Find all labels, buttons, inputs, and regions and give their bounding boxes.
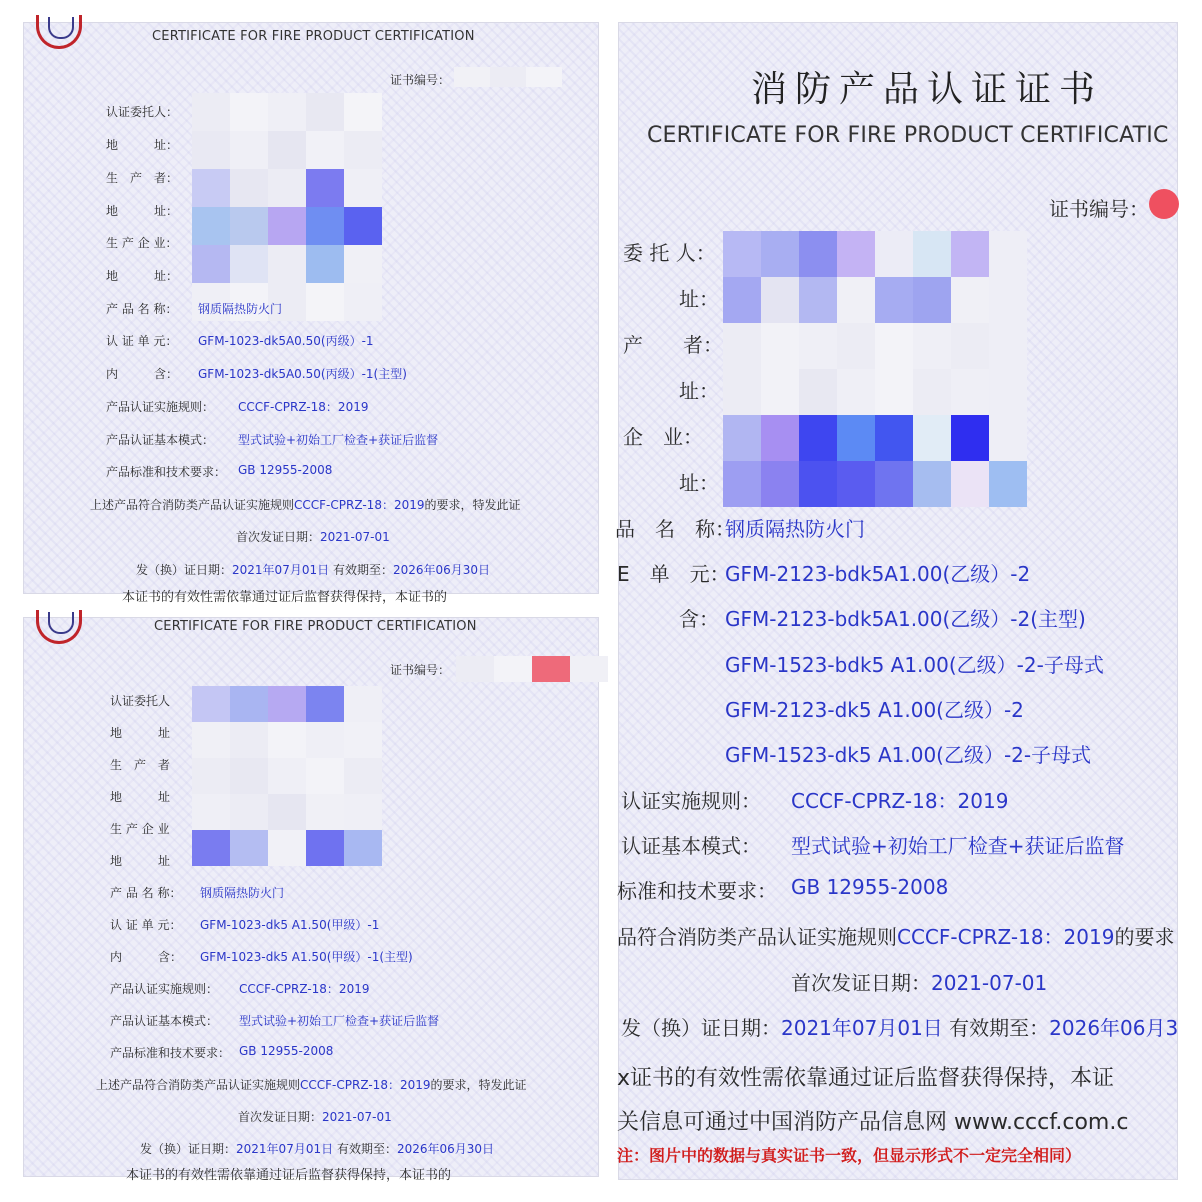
fire-certification-logo-icon [36,610,82,644]
certificate-panel-top-left [23,22,599,605]
manufacturer-address-label: 址： [679,379,719,403]
unit-value: GFM-1023-dk5A0.50(丙级）-1 [198,334,374,348]
mode-value: 型式试验+初始工厂检查+获证后监督 [239,1014,440,1028]
manufacturer-label: 生 产 者： [106,171,179,185]
standard-label: 产品标准和技术要求： [110,1046,231,1060]
chinese-title: 消防产品认证证书 [751,69,1104,110]
content-value-1: GFM-2123-bdk5A1.00(乙级）-2(主型) [725,607,1086,631]
conformity-statement: 品符合消防类产品认证实施规则CCCF-CPRZ-18：2019的要求 [617,925,1175,949]
mode-label: 认证基本模式： [621,834,761,858]
product-value: 钢质隔热防火门 [725,517,865,541]
product-label: 产 品 名 称： [106,302,178,316]
mode-value: 型式试验+初始工厂检查+获证后监督 [791,834,1125,858]
issue-and-valid-dates: 发（换）证日期：2021年07月01日 有效期至：2026年06月30日 [140,1142,495,1156]
product-value: 钢质隔热防火门 [198,302,283,316]
rule-value: CCCF-CPRZ-18：2019 [791,789,1009,813]
unit-value: GFM-2123-bdk5A1.00(乙级）-2 [725,562,1031,586]
address-label: 地 址 [110,726,171,740]
redacted-cert-no [456,656,608,682]
cert-no-label: 证书编号： [390,73,451,87]
rule-value: CCCF-CPRZ-18：2019 [239,982,370,996]
content-label: 内 含： [110,950,183,964]
product-label: 品 名 称： [615,517,735,541]
mode-value: 型式试验+初始工厂检查+获证后监督 [238,433,439,447]
manufacturer-address-label: 地 址 [110,790,171,804]
content-label: 含： [679,607,719,631]
rule-label: 认证实施规则： [621,789,761,813]
content-value-2: GFM-1523-bdk5 A1.00(乙级）-2-子母式 [725,653,1104,677]
applicant-label: 认证委托人： [106,105,179,119]
factory-label: 生 产 企 业： [106,236,178,250]
unit-label: 认 证 单 元： [110,918,182,932]
applicant-label: 委 托 人： [623,241,716,265]
standard-label: 产品标准和技术要求： [106,465,227,479]
standard-label: 标准和技术要求： [617,879,777,903]
mode-label: 产品认证基本模式： [110,1014,219,1028]
redacted-company-info [192,93,382,321]
issue-and-valid-dates: 发（换）证日期：2021年07月01日 有效期至：2026年06月3 [621,1016,1179,1040]
issue-and-valid-dates: 发（换）证日期：2021年07月01日 有效期至：2026年06月30日 [136,563,491,577]
rule-label: 产品认证实施规则： [110,982,219,996]
manufacturer-label: 生 产 者 [110,758,171,772]
website-note: 关信息可通过中国消防产品信息网 www.cccf.com.c [617,1110,1129,1135]
redacted-company-info [723,231,1027,507]
standard-value: GB 12955-2008 [239,1044,334,1058]
factory-label: 企 业： [623,425,703,449]
mode-label: 产品认证基本模式： [106,433,215,447]
validity-note: x证书的有效性需依靠通过证后监督获得保持，本证 [617,1066,1115,1091]
first-issue-date: 首次发证日期：2021-07-01 [791,971,1048,995]
certificate-panel-right-closeup [615,22,1179,1180]
first-issue-date: 首次发证日期：2021-07-01 [238,1110,392,1124]
disclaimer-note: 注：图片中的数据与真实证书一致，但显示形式不一定完全相同） [617,1146,1082,1165]
conformity-statement: 上述产品符合消防类产品认证实施规则CCCF-CPRZ-18：2019的要求，特发此证 [90,498,521,512]
validity-note: 本证书的有效性需依靠通过证后监督获得保持，本证书的 [126,1168,452,1183]
cert-no-label: 证书编号： [1049,197,1149,221]
standard-value: GB 12955-2008 [238,463,333,477]
content-value: GFM-1023-dk5 A1.50(甲级）-1(主型) [200,950,413,964]
content-value-4: GFM-1523-dk5 A1.00(乙级）-2-子母式 [725,743,1092,767]
applicant-label: 认证委托人 [110,694,171,708]
product-value: 钢质隔热防火门 [200,886,285,900]
manufacturer-address-label: 地 址： [106,204,179,218]
english-title: CERTIFICATE FOR FIRE PRODUCT CERTIFICATION [152,29,475,44]
rule-value: CCCF-CPRZ-18：2019 [238,400,369,414]
redacted-cert-no [1149,189,1179,219]
validity-note: 本证书的有效性需依靠通过证后监督获得保持，本证书的 [122,590,448,605]
redacted-cert-no [454,67,562,87]
rule-label: 产品认证实施规则： [106,400,215,414]
conformity-statement: 上述产品符合消防类产品认证实施规则CCCF-CPRZ-18：2019的要求，特发此证 [96,1078,527,1092]
content-value: GFM-1023-dk5A0.50(丙级）-1(主型) [198,367,407,381]
address-label: 址： [679,287,719,311]
address-label: 地 址： [106,138,179,152]
unit-label: E 单 元： [617,562,730,586]
english-title: CERTIFICATE FOR FIRE PRODUCT CERTIFICATION [154,619,477,634]
factory-label: 生 产 企 业 [110,822,170,836]
unit-label: 认 证 单 元： [106,334,178,348]
first-issue-date: 首次发证日期：2021-07-01 [236,530,390,544]
english-title: CERTIFICATE FOR FIRE PRODUCT CERTIFICATIC [647,123,1169,148]
fire-certification-logo-icon [36,15,82,49]
standard-value: GB 12955-2008 [791,875,949,899]
factory-address-label: 地 址： [106,269,179,283]
factory-address-label: 址： [679,471,719,495]
content-label: 内 含： [106,367,179,381]
unit-value: GFM-1023-dk5 A1.50(甲级）-1 [200,918,380,932]
certificate-panel-bottom-left [23,617,599,1183]
factory-address-label: 地 址 [110,854,171,868]
cert-no-label: 证书编号： [390,663,451,677]
redacted-company-info [192,686,382,866]
manufacturer-label: 产 者： [623,333,723,357]
content-value-3: GFM-2123-dk5 A1.00(乙级）-2 [725,698,1024,722]
product-label: 产 品 名 称： [110,886,182,900]
